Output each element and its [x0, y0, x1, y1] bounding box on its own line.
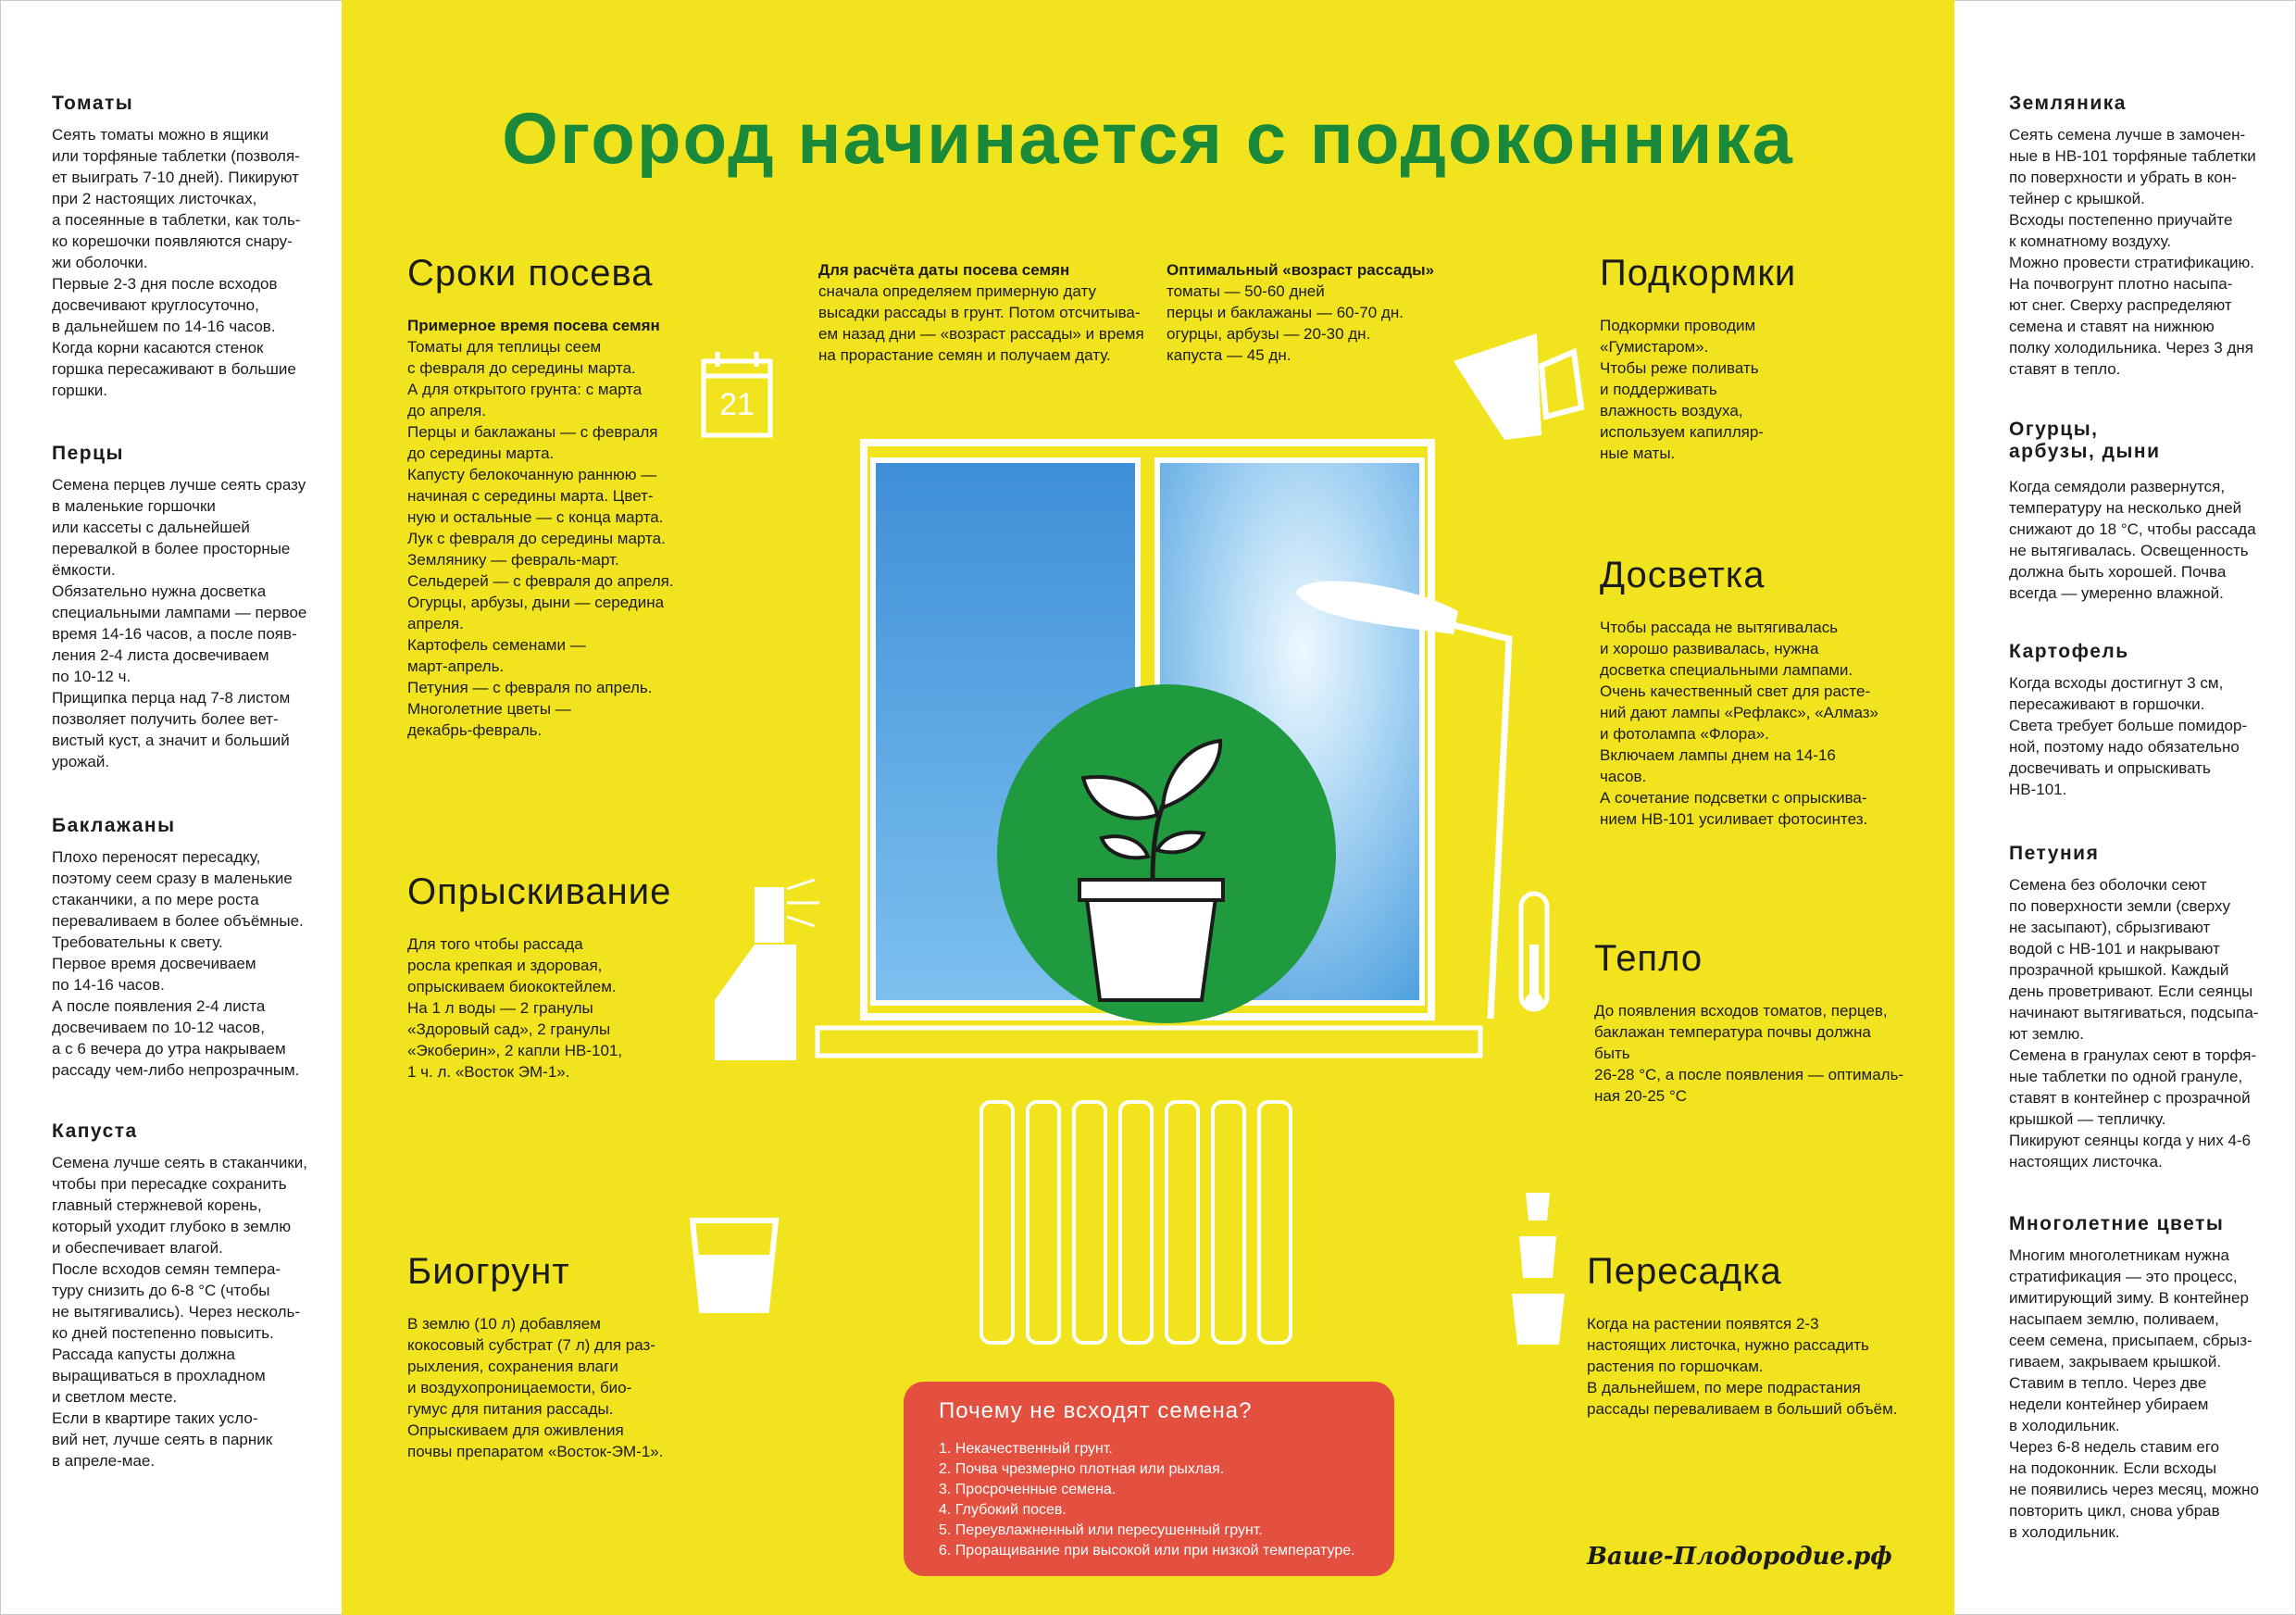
spray-bottle-icon [715, 880, 819, 1060]
section-title: Опрыскивание [407, 871, 672, 912]
left-block-tomatoes [52, 93, 320, 401]
left-block-cabbage [52, 1120, 320, 1471]
section-soil [407, 1250, 685, 1462]
left-block-eggplants [52, 815, 320, 1081]
reason-item: 4. Глубокий посев. [939, 1502, 1067, 1518]
thermometer-icon [1521, 894, 1547, 1011]
section-text: Для того чтобы рассада росла крепкая и здоровая, опрыскиваем биококтейлем. На 1 л воды — 2 гранулы «Здоровый сад», 2 гранулы «Экоберин», 2 капли НВ-101, 1 ч. л. «Восток ЭМ-1». [407, 935, 623, 1081]
section-text: Томаты для теплицы сеем с февраля до середины марта. А для открытого грунта: с марта до апреля. Перцы и баклажаны — с февраля до середины марта. Капусту белокочанную раннюю — начиная с середины марта. Цвет- ную и остальные — с конца марта. Лук с февраля до середины марта. Землянику — февраль-март. Сельдерей — с февраля до апреля. Огурцы, арбузы, дыни — середина апреля. Картофель семенами — март-апрель. Петуния — с февраля по апрель. Многолетние цветы — декабрь-февраль. [407, 338, 674, 739]
section-text: Подкормки проводим «Гумистаром». Чтобы реже поливать и поддерживать влажность воздуха, используем капилляр- ные маты. [1600, 317, 1764, 462]
calc-note-text: сначала определяем примерную дату высадки рассады в грунт. Потом отсчитыва- ем назад дни — «возраст рассады» и время на прорастание семян и получаем дату. [818, 282, 1144, 364]
brand-logo: Ваше-Плодородие.рф [1587, 1543, 1892, 1571]
calc-note-title: Для расчёта даты посева семян [818, 261, 1070, 279]
section-feeding [1600, 252, 1896, 464]
right-block-petunia [2009, 843, 2277, 1172]
age-note-title: Оптимальный «возраст рассады» [1167, 261, 1435, 279]
section-title: Пересадка [1587, 1251, 1782, 1292]
watering-can-icon [1454, 333, 1581, 440]
section-sowing [407, 252, 685, 741]
section-text: До появления всходов томатов, перцев, баклажан температура почвы должна быть 26-28 °С, а после появления — оптималь- ная 20-25 °С [1594, 1002, 1904, 1105]
section-title: Подкормки [1600, 253, 1797, 294]
page-title: Огород начинается с подоконника [502, 97, 1794, 179]
right-block-title: Петуния [2009, 843, 2100, 864]
section-title: Сроки посева [407, 253, 654, 294]
section-warmth [1594, 937, 1909, 1107]
calc-note [818, 259, 1152, 366]
section-text: Чтобы рассада не вытягивалась и хорошо развивалась, нужна досветка специальными лампами. Очень качественный свет для расте- ний дают лампы «Рефлакс», «Алмаз» и фотолампа «Флора». Включаем лампы днем на 14-16 часов. А сочетание подсветки с опрыскива- нием НВ-101 усиливает фотосинтез. [1600, 619, 1879, 828]
reason-item: 5. Переувлажненный или пересушенный грунт. [939, 1522, 1263, 1538]
right-block-perennials [2009, 1213, 2277, 1543]
left-block-title: Томаты [52, 93, 134, 114]
right-block-potato [2009, 641, 2277, 800]
right-block-strawberry [2009, 93, 2277, 380]
right-block-cucumbers [2009, 419, 2277, 604]
left-block-title: Капуста [52, 1120, 138, 1142]
reason-item: 1. Некачественный грунт. [939, 1441, 1113, 1457]
stacked-pots-icon [1512, 1193, 1565, 1345]
right-block-text: Многим многолетникам нужна стратификация — это процесс, имитирующий зиму. В контейнер насыпаем землю, поливаем, сеем семена, присыпаем, сбрыз- гиваем, закрываем крышкой. Ставим в тепло. Через две недели контейнер убираем в холодильник. Через 6-8 недель ставим его на подоконник. Если всходы не появились через месяц, можно повторить цикл, снова убрав в холодильник. [2009, 1246, 2260, 1541]
reasons-box [904, 1382, 1394, 1576]
right-block-title: Картофель [2009, 641, 2129, 662]
section-text: В землю (10 л) добавляем кокосовый субстрат (7 л) для раз- рыхления, сохранения влаги и воздухопроницаемости, био- гумус для питания рассады. Опрыскиваем для оживления почвы препаратом «Восток-ЭМ-1». [407, 1315, 664, 1460]
section-transplant [1587, 1250, 1902, 1420]
seedling-pot-icon [997, 684, 1336, 1023]
left-block-text: Плохо переносят пересадку, поэтому сеем сразу в маленькие стаканчики, а по мере роста переваливаем в более объёмные. Требовательны к свету. Первое время досвечиваем по 14-16 часов. А после появления 2-4 листа досвечиваем по 10-12 часов, а с 6 вечера до утра накрываем рассаду чем-либо непрозрачным. [52, 848, 304, 1079]
age-note [1167, 259, 1444, 366]
reason-item: 6. Проращивание при высокой или при низкой температуре. [939, 1543, 1355, 1559]
left-block-title: Баклажаны [52, 815, 176, 836]
left-block-text: Сеять томаты можно в ящики или торфяные таблетки (позволя- ет выиграть 7-10 дней). Пикируют при 2 настоящих листочках, а посеянные в таблетки, как толь- ко корешочки появляются снару- жи оболочки. Первые 2-3 дня после всходов досвечивают круглосуточно, в дальнейшем по 14-16 часов. Когда корни касаются стенок горшка пересаживают в большие горшки. [52, 126, 301, 399]
left-block-peppers [52, 443, 320, 772]
reason-item: 3. Просроченные семена. [939, 1482, 1117, 1497]
reason-item: 2. Почва чрезмерно плотная или рыхлая. [939, 1461, 1225, 1477]
section-title: Досветка [1600, 555, 1766, 595]
section-title: Биогрунт [407, 1251, 570, 1292]
right-block-text: Семена без оболочки сеют по поверхности земли (сверху не засыпают), сбрызгивают водой с НВ-101 и накрывают прозрачной крышкой. Каждый день проветривают. Если сеянцы начинают вытягиваться, подсыпа- ют землю. Семена в гранулах сеют в торфя- ные таблетки по одной грануле, ставят в контейнер с прозрачной крышкой — тепличку. Пикируют сеянцы когда у них 4-6 настоящих листочка. [2009, 876, 2259, 1171]
right-block-text: Сеять семена лучше в замочен- ные в НВ-101 торфяные таблетки по поверхности и убрать в кон- тейнер с крышкой. Всходы постепенно приучайте к комнатному воздуху. Можно провести стратификацию. На почвогрунт плотно насыпа- ют снег. Сверху распределяют семена и ставят на нижнюю полку холодильника. Через 3 дня ставят в тепло. [2009, 126, 2256, 378]
right-block-title: Земляника [2009, 93, 2127, 114]
left-block-text: Семена перцев лучше сеять сразу в маленькие горшочки или кассеты с дальнейшей перевалкой в более просторные ёмкости. Обязательно нужна досветка специальными лампами — первое время 14-16 часов, а после появ- ления 2-4 листа досвечиваем по 10-12 ч. Прищипка перца над 7-8 листом позволяет получить более вет- вистый куст, а значит и больший урожай. [52, 476, 307, 770]
left-block-title: Перцы [52, 443, 124, 464]
right-block-title: Многолетние цветы [2009, 1213, 2225, 1234]
right-block-title: Огурцы, арбузы, дыни [2009, 419, 2161, 462]
section-lighting [1600, 554, 1905, 830]
section-title: Тепло [1594, 938, 1703, 979]
age-note-text: томаты — 50-60 дней перцы и баклажаны — 60-70 дн. огурцы, арбузы — 20-30 дн. капуста — 45 дн. [1167, 282, 1404, 364]
soil-cup-icon [693, 1221, 776, 1310]
right-block-text: Когда семядоли развернутся, температуру на несколько дней снижают до 18 °С, чтобы рассада не вытягивалась. Освещенность должна быть хорошей. Почва всегда — умеренно влажной. [2009, 478, 2256, 602]
section-spraying [407, 870, 685, 1083]
reasons-list [939, 1439, 1394, 1561]
section-text: Когда на растении появятся 2-3 настоящих листочка, нужно рассадить растения по горшочкам. В дальнейшем, по мере подрастания рассады переваливаем в больший объём. [1587, 1315, 1898, 1418]
reasons-title: Почему не всходят семена? [939, 1398, 1253, 1423]
right-block-text: Когда всходы достигнут 3 см, пересаживают в горшочки. Света требует больше помидор- ной, поэтому надо обязательно досвечивать и опрыскивать НВ-101. [2009, 674, 2248, 798]
radiator-icon [981, 1102, 1291, 1343]
section-subtitle: Примерное время посева семян [407, 317, 660, 334]
calendar-day: 21 [719, 387, 755, 422]
left-block-text: Семена лучше сеять в стаканчики, чтобы при пересадке сохранить главный стержневой корень, который уходит глубоко в землю и обеспечивает влагой. После всходов семян темпера- туру снизить до 6-8 °С (чтобы не вытягивались). Через несколь- ко дней постепенно повысить. Рассада капусты должна выращиваться в прохладном и светлом месте. Если в квартире таких усло- вий нет, лучше сеять в парник в апреле-мае. [52, 1154, 308, 1470]
